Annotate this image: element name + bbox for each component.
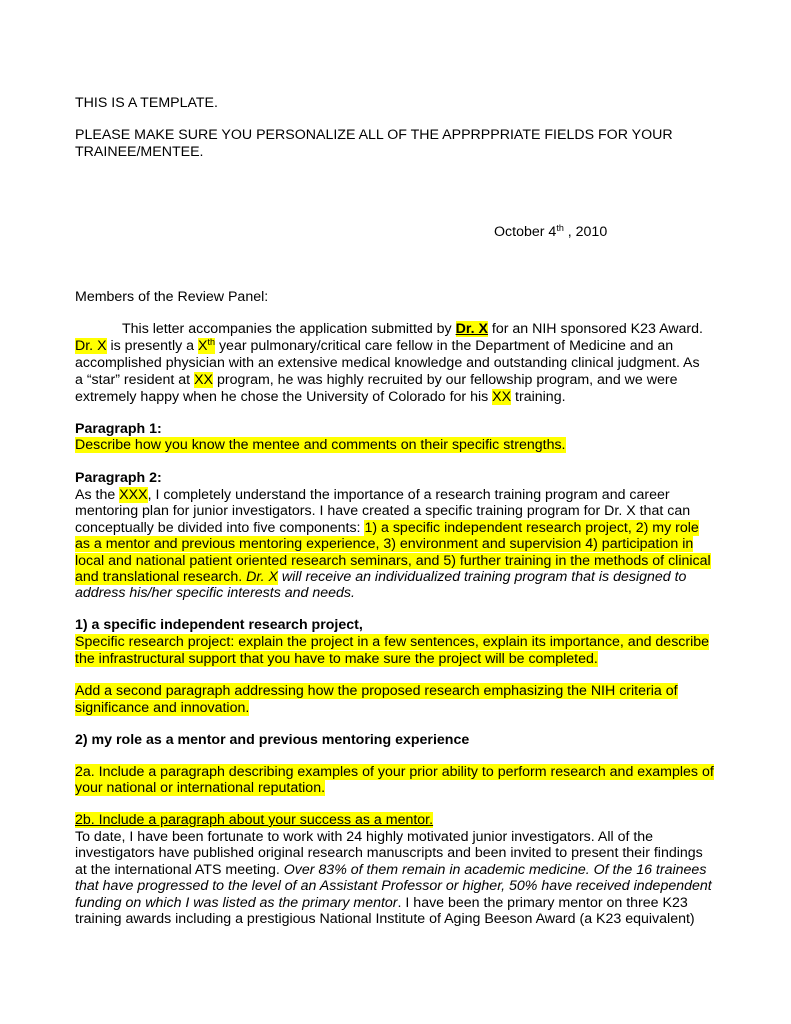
intro-line-3: accomplished physician with an extensive medical knowledge and outstanding clinical judgment. As xyxy=(75,355,700,371)
paragraph-1-heading: Paragraph 1: xyxy=(75,421,162,437)
section-2a-line-1: 2a. Include a paragraph describing examples of your prior ability to perform research and examples of xyxy=(75,764,714,780)
section-2b-text-line-1: To date, I have been fortunate to work with 24 highly motivated junior investigators. All of the xyxy=(75,829,654,845)
intro-line-4: a “star” resident at XX program, he was highly recruited by our fellowship program, and we were xyxy=(75,372,678,388)
section-2a-line-2: your national or international reputation. xyxy=(75,780,326,796)
mentee-name-placeholder: Dr. X xyxy=(246,569,278,585)
section-2b-text-line-2: investigators have published original research manuscripts and been invited to present their findings xyxy=(75,845,703,861)
section-2b-text-line-6: training awards including a prestigious National Institute of Aging Beeson Award (a K23 equivalent) xyxy=(75,911,695,927)
paragraph-2-line-7: address his/her specific interests and needs. xyxy=(75,585,355,601)
section-1-line-3: Add a second paragraph addressing how the proposed research emphasizing the NIH criteria of xyxy=(75,683,678,699)
paragraph-1-instruction: Describe how you know the mentee and comments on their specific strengths. xyxy=(75,437,566,453)
letter-date: October 4th , 2010 xyxy=(494,223,608,240)
paragraph-2-line-5: local and national patient oriented research seminars, and 5) further training in the methods of clinical xyxy=(75,553,711,569)
section-2-heading: 2) my role as a mentor and previous mentoring experience xyxy=(75,732,470,748)
intro-line-1: This letter accompanies the application submitted by Dr. X for an NIH sponsored K23 Award. xyxy=(122,321,703,337)
paragraph-2-line-2: mentoring plan for junior investigators. I have created a specific training program for Dr. X that can xyxy=(75,503,691,519)
personalize-notice-line-1: PLEASE MAKE SURE YOU PERSONALIZE ALL OF THE APPRPPRIATE FIELDS FOR YOUR xyxy=(75,127,673,143)
section-1-line-2: the infrastructural support that you have to make sure the project will be completed. xyxy=(75,651,598,667)
section-1-line-1: Specific research project: explain the project in a few sentences, explain its importance, and describe xyxy=(75,634,710,650)
template-notice: THIS IS A TEMPLATE. xyxy=(75,95,218,111)
mentee-name-placeholder: Dr. X xyxy=(455,321,488,337)
paragraph-2-line-3: conceptually be divided into five components: 1) a specific independent research project, 2) my role xyxy=(75,520,699,536)
paragraph-2-line-6: and translational research. Dr. X will receive an individualized training program that is designed to xyxy=(75,569,687,585)
section-2b-text-line-4: that have progressed to the level of an Assistant Professor or higher, 50% have received independent xyxy=(75,878,712,894)
salutation: Members of the Review Panel: xyxy=(75,289,269,305)
section-2b-text-line-5: funding on which I was listed as the primary mentor. I have been the primary mentor on three K23 xyxy=(75,895,688,911)
section-2b-text-line-3: at the international ATS meeting. Over 83% of them remain in academic medicine. Of the 16 trainees xyxy=(75,862,707,878)
personalize-notice-line-2: TRAINEE/MENTEE. xyxy=(75,144,204,160)
intro-line-5: extremely happy when he chose the University of Colorado for his XX training. xyxy=(75,389,566,405)
training-placeholder: XX xyxy=(492,389,512,405)
paragraph-2-line-4: as a mentor and previous mentoring experience, 3) environment and supervision 4) participation in xyxy=(75,536,694,552)
role-placeholder: XXX xyxy=(119,487,148,503)
paragraph-2-heading: Paragraph 2: xyxy=(75,470,162,486)
intro-line-2: Dr. X is presently a Xth year pulmonary/critical care fellow in the Department of Medicine and an xyxy=(75,337,674,354)
section-1-line-4: significance and innovation. xyxy=(75,700,250,716)
paragraph-2-line-1: As the XXX, I completely understand the importance of a research training program and career xyxy=(75,487,670,503)
year-placeholder: Xth xyxy=(198,337,216,354)
program-placeholder: XX xyxy=(194,372,214,388)
mentee-name-placeholder: Dr. X xyxy=(75,338,107,354)
section-1-heading: 1) a specific independent research project, xyxy=(75,617,363,633)
section-2b-heading: 2b. Include a paragraph about your success as a mentor. xyxy=(75,812,434,828)
